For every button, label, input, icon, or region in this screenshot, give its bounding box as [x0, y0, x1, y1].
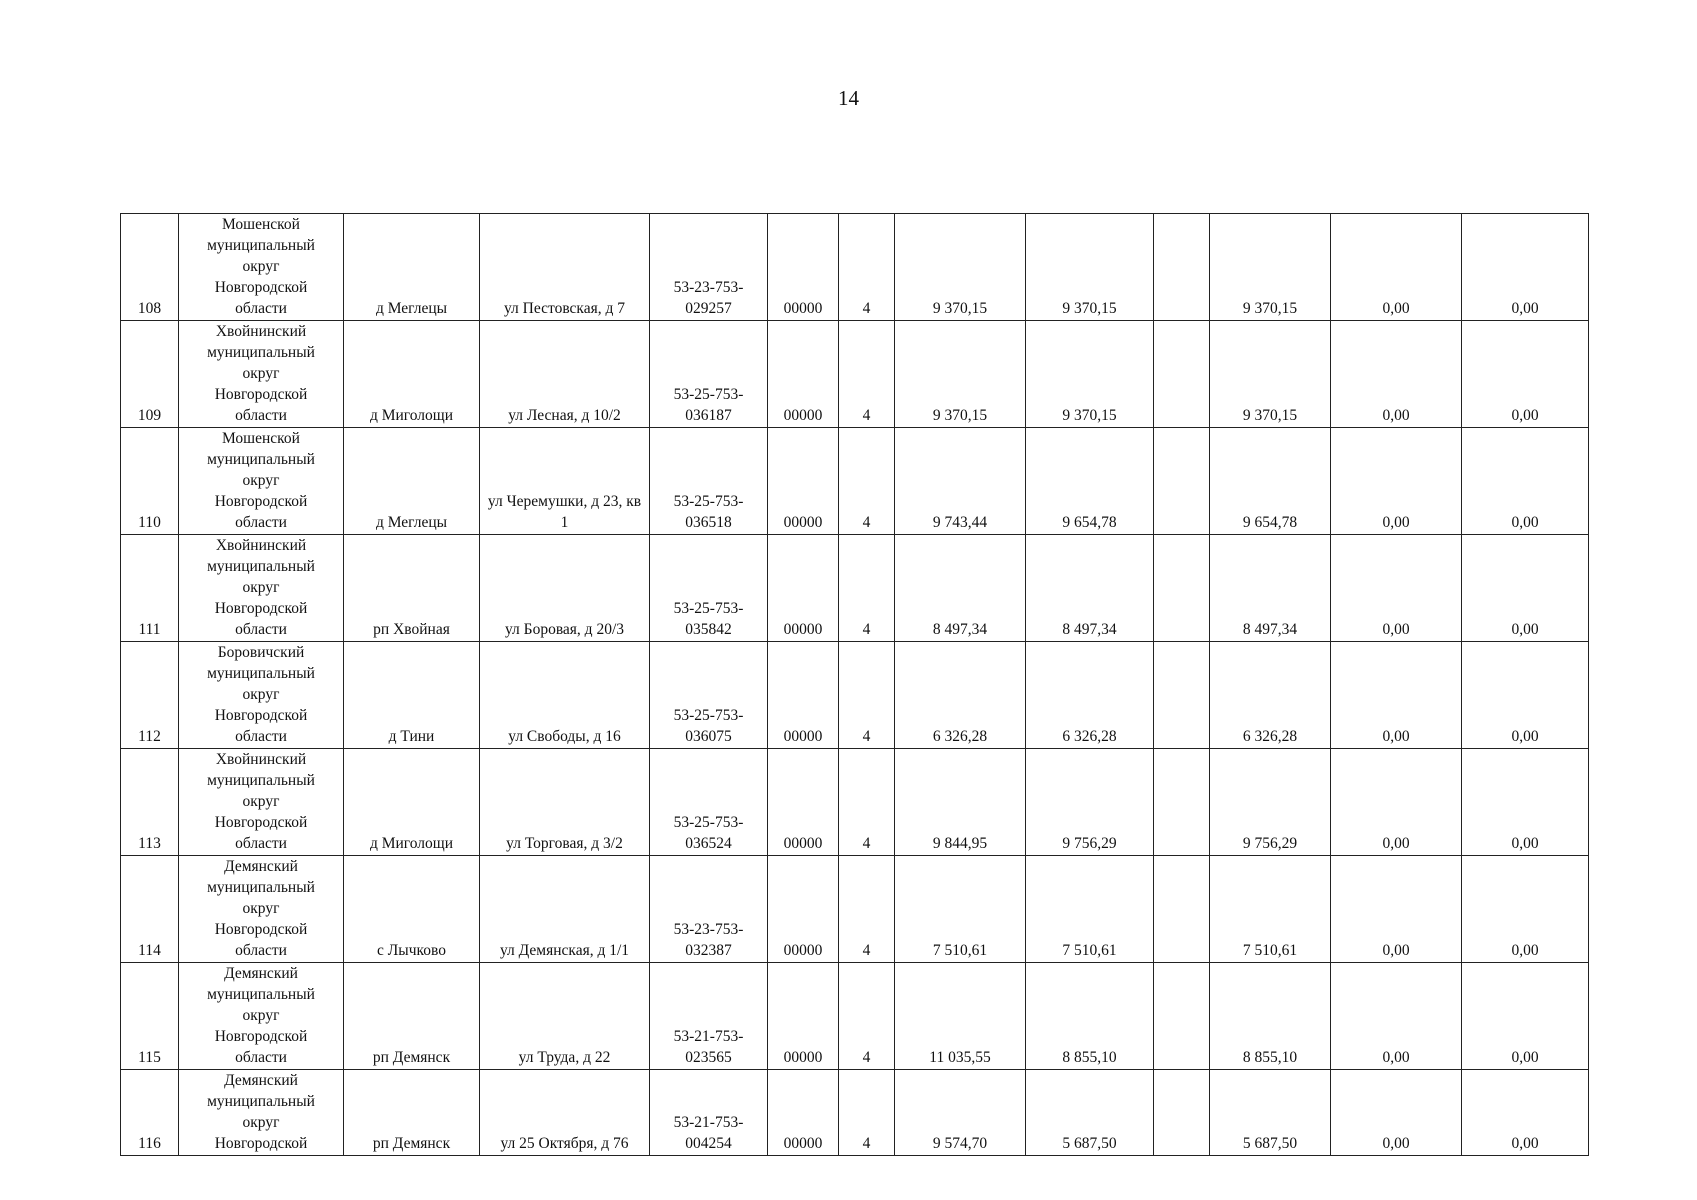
amount-1-cell: 9 844,95 [895, 749, 1026, 856]
row-number-cell: 109 [121, 321, 179, 428]
amount-2-cell: 9 370,15 [1026, 214, 1154, 321]
amount-2-cell: 6 326,28 [1026, 642, 1154, 749]
account-cell-line: 53-25-753- [673, 814, 744, 831]
account-cell [650, 214, 768, 321]
district-cell-line: Новгородской [214, 600, 308, 617]
account-cell [650, 1070, 768, 1156]
district-cell-line: Новгородской [214, 386, 308, 403]
district-cell-line: Новгородской [214, 707, 308, 724]
amount-3-cell: 8 855,10 [1210, 963, 1331, 1070]
code-cell: 00000 [768, 428, 839, 535]
amount-4-cell: 0,00 [1331, 321, 1462, 428]
district-cell-line: муниципальный [207, 237, 315, 254]
code-cell: 00000 [768, 1070, 839, 1156]
amount-3-cell: 9 370,15 [1210, 321, 1331, 428]
locality-cell: с Лычково [344, 856, 480, 963]
amount-1-cell: 7 510,61 [895, 856, 1026, 963]
district-cell-line: округ [242, 793, 280, 810]
district-cell-line: Новгородской [214, 493, 308, 510]
account-cell-line: 036518 [685, 514, 732, 531]
code-cell: 00000 [768, 214, 839, 321]
empty-cell [1154, 749, 1210, 856]
account-cell-line: 53-23-753- [673, 921, 744, 938]
district-cell-line: муниципальный [207, 1093, 315, 1110]
amount-5-cell: 0,00 [1462, 428, 1589, 535]
empty-cell [1154, 856, 1210, 963]
row-number-cell: 116 [121, 1070, 179, 1156]
locality-cell: д Тини [344, 642, 480, 749]
district-cell-line: Новгородской [214, 1028, 308, 1045]
district-cell-line: округ [242, 258, 280, 275]
row-number-cell: 115 [121, 963, 179, 1070]
amount-2-cell: 8 497,34 [1026, 535, 1154, 642]
locality-cell: д Меглецы [344, 428, 480, 535]
amount-1-cell: 9 574,70 [895, 1070, 1026, 1156]
category-cell: 4 [839, 535, 895, 642]
district-cell-line: муниципальный [207, 665, 315, 682]
empty-cell [1154, 428, 1210, 535]
amount-3-cell: 9 756,29 [1210, 749, 1331, 856]
table-body [121, 214, 1589, 1156]
table-row [121, 749, 1589, 856]
street-cell: ул Торговая, д 3/2 [480, 749, 650, 856]
account-cell-line: 53-25-753- [673, 600, 744, 617]
category-cell: 4 [839, 856, 895, 963]
account-cell [650, 642, 768, 749]
account-cell [650, 963, 768, 1070]
row-number-cell: 108 [121, 214, 179, 321]
district-cell-line: области [235, 942, 287, 959]
district-cell-line: Новгородской [214, 814, 308, 831]
district-cell-line: Хвойнинский [215, 751, 307, 768]
amount-1-cell: 9 743,44 [895, 428, 1026, 535]
category-cell: 4 [839, 749, 895, 856]
table-row [121, 214, 1589, 321]
locality-cell: д Меглецы [344, 214, 480, 321]
category-cell: 4 [839, 428, 895, 535]
district-cell-line: Новгородской [214, 1135, 308, 1152]
amount-4-cell: 0,00 [1331, 428, 1462, 535]
district-cell [179, 642, 344, 749]
district-cell [179, 535, 344, 642]
district-cell-line: области [235, 407, 287, 424]
amount-5-cell: 0,00 [1462, 1070, 1589, 1156]
amount-2-cell: 5 687,50 [1026, 1070, 1154, 1156]
category-cell: 4 [839, 963, 895, 1070]
district-cell-line: Демянский [224, 1072, 298, 1089]
street-cell: ул 25 Октября, д 76 [480, 1070, 650, 1156]
account-cell-line: 036075 [685, 728, 732, 745]
category-cell: 4 [839, 1070, 895, 1156]
street-cell: ул Демянская, д 1/1 [480, 856, 650, 963]
street-cell: ул Труда, д 22 [480, 963, 650, 1070]
registry-table [120, 213, 1589, 1156]
table-row [121, 321, 1589, 428]
locality-cell: рп Демянск [344, 963, 480, 1070]
district-cell-line: Демянский [224, 965, 298, 982]
account-cell-line: 036187 [685, 407, 732, 424]
account-cell-line: 53-25-753- [673, 707, 744, 724]
account-cell-line: 036524 [685, 835, 732, 852]
amount-2-cell: 9 370,15 [1026, 321, 1154, 428]
account-cell-line: 023565 [685, 1049, 732, 1066]
table-row [121, 856, 1589, 963]
account-cell-line: 004254 [685, 1135, 732, 1152]
district-cell [179, 856, 344, 963]
amount-2-cell: 8 855,10 [1026, 963, 1154, 1070]
district-cell [179, 749, 344, 856]
amount-5-cell: 0,00 [1462, 535, 1589, 642]
account-cell [650, 856, 768, 963]
account-cell-line: 53-25-753- [673, 493, 744, 510]
row-number-cell: 112 [121, 642, 179, 749]
amount-4-cell: 0,00 [1331, 856, 1462, 963]
row-number-cell: 113 [121, 749, 179, 856]
locality-cell: д Миголощи [344, 749, 480, 856]
row-number-cell: 114 [121, 856, 179, 963]
amount-2-cell: 7 510,61 [1026, 856, 1154, 963]
code-cell: 00000 [768, 749, 839, 856]
locality-cell: д Миголощи [344, 321, 480, 428]
account-cell [650, 428, 768, 535]
street-cell: ул Лесная, д 10/2 [480, 321, 650, 428]
locality-cell: рп Хвойная [344, 535, 480, 642]
district-cell-line: муниципальный [207, 879, 315, 896]
district-cell-line: округ [242, 1007, 280, 1024]
code-cell: 00000 [768, 856, 839, 963]
amount-5-cell: 0,00 [1462, 321, 1589, 428]
row-number-cell: 110 [121, 428, 179, 535]
account-cell [650, 749, 768, 856]
street-cell: ул Пестовская, д 7 [480, 214, 650, 321]
account-cell [650, 535, 768, 642]
amount-3-cell: 6 326,28 [1210, 642, 1331, 749]
district-cell-line: муниципальный [207, 772, 315, 789]
amount-5-cell: 0,00 [1462, 214, 1589, 321]
table-row [121, 428, 1589, 535]
table-row [121, 642, 1589, 749]
amount-4-cell: 0,00 [1331, 1070, 1462, 1156]
page-number: 14 [838, 86, 859, 110]
empty-cell [1154, 535, 1210, 642]
amount-4-cell: 0,00 [1331, 535, 1462, 642]
account-cell-line: 53-23-753- [673, 279, 744, 296]
district-cell [179, 321, 344, 428]
street-cell: ул Боровая, д 20/3 [480, 535, 650, 642]
registry-table-wrapper [120, 213, 1588, 1156]
amount-1-cell: 9 370,15 [895, 321, 1026, 428]
empty-cell [1154, 1070, 1210, 1156]
district-cell-line: муниципальный [207, 344, 315, 361]
district-cell-line: округ [242, 900, 280, 917]
amount-1-cell: 9 370,15 [895, 214, 1026, 321]
district-cell-line: Новгородской [214, 279, 308, 296]
account-cell-line: 032387 [685, 942, 732, 959]
account-cell-line: 53-21-753- [673, 1028, 744, 1045]
amount-4-cell: 0,00 [1331, 642, 1462, 749]
code-cell: 00000 [768, 642, 839, 749]
district-cell-line: области [235, 621, 287, 638]
district-cell [179, 428, 344, 535]
amount-4-cell: 0,00 [1331, 214, 1462, 321]
code-cell: 00000 [768, 963, 839, 1070]
amount-3-cell: 9 370,15 [1210, 214, 1331, 321]
district-cell [179, 1070, 344, 1156]
category-cell: 4 [839, 642, 895, 749]
table-row [121, 535, 1589, 642]
empty-cell [1154, 642, 1210, 749]
row-number-cell: 111 [121, 535, 179, 642]
account-cell-line: 029257 [685, 300, 732, 317]
district-cell-line: округ [242, 1114, 280, 1131]
amount-1-cell: 6 326,28 [895, 642, 1026, 749]
district-cell [179, 963, 344, 1070]
amount-1-cell: 8 497,34 [895, 535, 1026, 642]
district-cell-line: Новгородской [214, 921, 308, 938]
district-cell-line: муниципальный [207, 986, 315, 1003]
amount-4-cell: 0,00 [1331, 749, 1462, 856]
district-cell-line: Хвойнинский [215, 537, 307, 554]
table-row [121, 963, 1589, 1070]
category-cell: 4 [839, 321, 895, 428]
amount-5-cell: 0,00 [1462, 856, 1589, 963]
district-cell-line: Хвойнинский [215, 323, 307, 340]
empty-cell [1154, 963, 1210, 1070]
district-cell-line: Мошенской [222, 216, 300, 233]
district-cell-line: области [235, 300, 287, 317]
district-cell-line: Боровичский [217, 644, 305, 661]
amount-2-cell: 9 756,29 [1026, 749, 1154, 856]
amount-3-cell: 7 510,61 [1210, 856, 1331, 963]
amount-5-cell: 0,00 [1462, 642, 1589, 749]
district-cell-line: округ [242, 579, 280, 596]
district-cell-line: области [235, 514, 287, 531]
amount-1-cell: 11 035,55 [895, 963, 1026, 1070]
amount-3-cell: 8 497,34 [1210, 535, 1331, 642]
account-cell-line: 035842 [685, 621, 732, 638]
code-cell: 00000 [768, 535, 839, 642]
table-row [121, 1070, 1589, 1156]
district-cell-line: муниципальный [207, 451, 315, 468]
district-cell-line: округ [242, 365, 280, 382]
district-cell-line: муниципальный [207, 558, 315, 575]
district-cell [179, 214, 344, 321]
amount-4-cell: 0,00 [1331, 963, 1462, 1070]
district-cell-line: Демянский [224, 858, 298, 875]
locality-cell: рп Демянск [344, 1070, 480, 1156]
district-cell-line: округ [242, 472, 280, 489]
empty-cell [1154, 214, 1210, 321]
street-cell: ул Свободы, д 16 [480, 642, 650, 749]
district-cell-line: области [235, 835, 287, 852]
amount-3-cell: 5 687,50 [1210, 1070, 1331, 1156]
category-cell: 4 [839, 214, 895, 321]
account-cell-line: 53-25-753- [673, 386, 744, 403]
district-cell-line: округ [242, 686, 280, 703]
amount-5-cell: 0,00 [1462, 749, 1589, 856]
amount-3-cell: 9 654,78 [1210, 428, 1331, 535]
district-cell-line: Мошенской [222, 430, 300, 447]
account-cell-line: 53-21-753- [673, 1114, 744, 1131]
code-cell: 00000 [768, 321, 839, 428]
empty-cell [1154, 321, 1210, 428]
district-cell-line: области [235, 728, 287, 745]
amount-2-cell: 9 654,78 [1026, 428, 1154, 535]
district-cell-line: области [235, 1049, 287, 1066]
amount-5-cell: 0,00 [1462, 963, 1589, 1070]
street-cell: ул Черемушки, д 23, кв 1 [480, 428, 650, 535]
account-cell [650, 321, 768, 428]
